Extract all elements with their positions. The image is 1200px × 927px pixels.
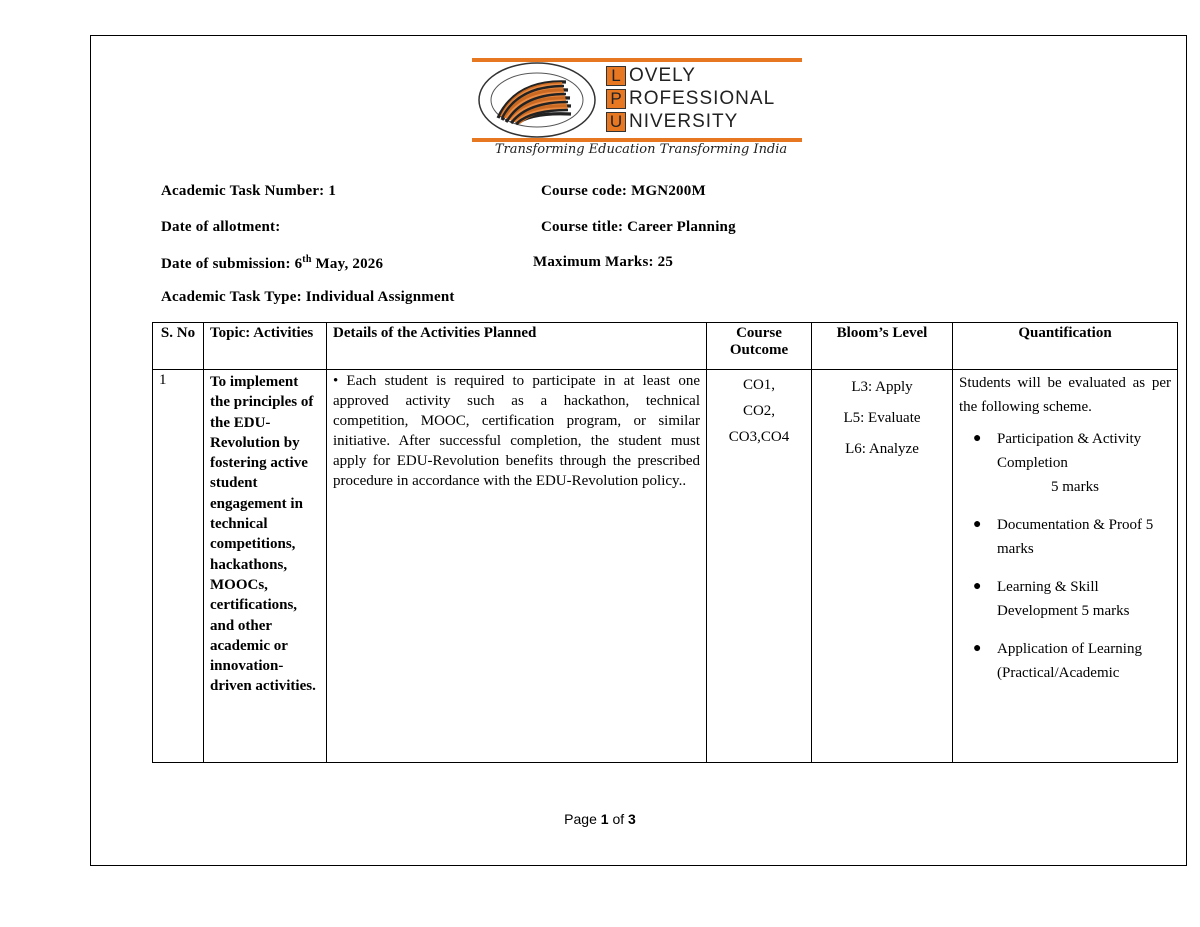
quantification-intro: Students will be evaluated as per the following scheme.	[959, 375, 1171, 415]
footer-prefix: Page	[564, 811, 601, 827]
header-sno: S. No	[153, 323, 204, 370]
header-blooms-level: Bloom’s Level	[812, 323, 953, 370]
cell-details: • Each student is required to participate in at least one approved activity such as a hackathon, technical competition, MOOC, certification program, or similar initiative. After successful completion, the student must apply for EDU-Revolution benefits through the prescribed procedure in accordance with the EDU-Revolution policy..	[327, 370, 707, 763]
table-header-row	[153, 323, 1178, 370]
logo-wordmark	[606, 65, 775, 134]
bullet-icon: ●	[973, 641, 982, 656]
header-topic: Topic: Activities	[204, 323, 327, 370]
logo-initial-p: P	[606, 89, 626, 109]
bullet-icon: ●	[973, 517, 982, 532]
logo-row-university	[606, 111, 775, 133]
university-seal-icon	[476, 60, 598, 140]
blooms-item: L3: Apply	[851, 379, 913, 395]
page-total: 3	[628, 811, 636, 827]
logo-row-professional	[606, 88, 775, 110]
logo-initial-l: L	[606, 66, 626, 86]
quant-item-text: Learning & Skill Development 5 marks	[997, 579, 1130, 619]
outcome-item: CO2,	[742, 403, 776, 419]
logo-row-lovely	[606, 65, 775, 87]
task-number: Academic Task Number: 1	[161, 183, 337, 199]
quant-item-text: Application of Learning (Practical/Academic	[997, 641, 1142, 681]
list-item	[973, 575, 1171, 623]
cell-course-outcome	[707, 370, 812, 763]
cell-sno: 1	[153, 370, 204, 763]
maximum-marks: Maximum Marks: 25	[533, 254, 674, 270]
bullet-icon: ●	[973, 431, 982, 446]
quant-item-text: Documentation & Proof 5 marks	[997, 517, 1154, 557]
list-item	[973, 427, 1171, 499]
blooms-item: L5: Evaluate	[843, 410, 921, 426]
quant-item-marks: 5 marks	[1051, 479, 1099, 495]
list-item	[973, 513, 1171, 561]
logo-initial-u: U	[606, 112, 626, 132]
outcome-item: CO3,CO4	[728, 429, 790, 445]
page-current: 1	[600, 811, 609, 827]
quantification-list	[959, 427, 1171, 685]
task-type: Academic Task Type: Individual Assignment	[161, 289, 455, 305]
blooms-item: L6: Analyze	[845, 441, 919, 457]
university-logo	[472, 58, 804, 162]
logo-word-lovely: OVELY	[629, 65, 696, 86]
header-quantification: Quantification	[953, 323, 1178, 370]
submission-superscript: th	[302, 254, 312, 265]
table-row	[153, 370, 1178, 763]
cell-blooms-level	[812, 370, 953, 763]
header-details: Details of the Activities Planned	[327, 323, 707, 370]
academic-task-table	[152, 322, 1178, 763]
cell-topic: To implement the principles of the EDU-Revolution by fostering active student engagement in technical competitions, hackathons, MOOCs, certifications, and other academic or innovation-driven activities.	[204, 370, 327, 763]
logo-word-university: NIVERSITY	[629, 111, 739, 132]
logo-word-professional: ROFESSIONAL	[629, 88, 776, 109]
outcome-item: CO1,	[742, 377, 776, 393]
quant-item-text: Participation & Activity Completion	[997, 431, 1142, 471]
header-course-outcome: Course Outcome	[707, 323, 812, 370]
date-of-allotment: Date of allotment:	[161, 219, 281, 235]
course-title: Course title: Career Planning	[541, 219, 736, 235]
date-of-submission	[161, 254, 383, 273]
submission-prefix: Date of submission: 6	[161, 256, 303, 272]
bullet-icon: ●	[973, 579, 982, 594]
course-code: Course code: MGN200M	[541, 183, 706, 199]
logo-tagline: Transforming Education Transforming India	[494, 142, 788, 157]
list-item	[973, 637, 1171, 685]
page-footer	[0, 811, 1200, 827]
footer-middle: of	[608, 811, 629, 827]
submission-suffix: May, 2026	[311, 256, 384, 272]
cell-quantification	[953, 370, 1178, 763]
